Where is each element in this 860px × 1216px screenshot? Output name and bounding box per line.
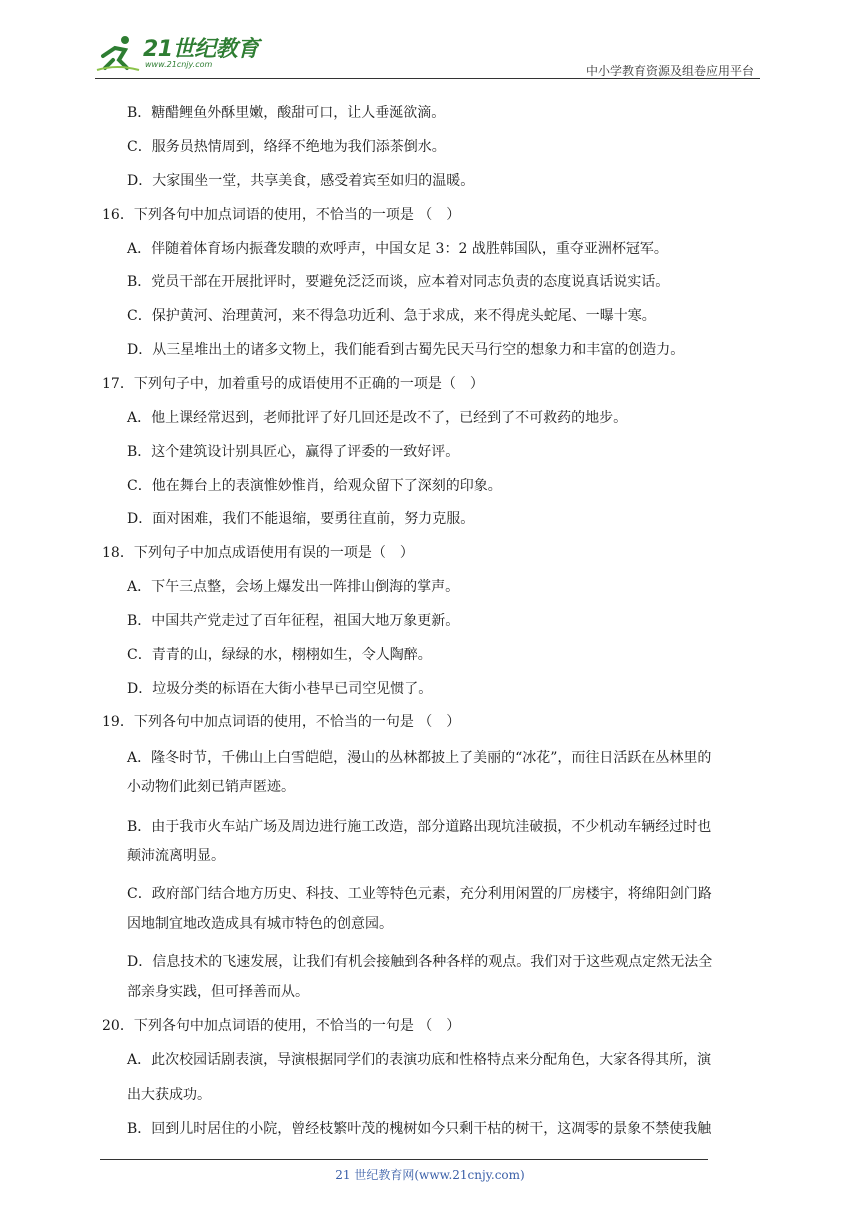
option-line: B．由于我市火车站广场及周边进行施工改造，部分道路出现坑洼破损，不少机动车辆经过时也 [127,819,712,835]
option-line: B．党员干部在开展批评时，要避免泛泛而谈，应本着对同志负责的态度说真话说实话。 [127,274,670,290]
site-logo [95,32,265,74]
option-line: D．垃圾分类的标语在大街小巷早已司空见惯了。 [127,681,433,697]
option-line: A．此次校园话剧表演，导演根据同学们的表演功底和性格特点来分配角色，大家各得其所，演 [127,1052,712,1068]
question-stem: 18．下列句子中加点成语使用有误的一项是（ ） [102,545,414,561]
option-line: A．他上课经常迟到，老师批评了好几回还是改不了，已经到了不可救药的地步。 [127,410,628,426]
option-line-continued: 因地制宜地改造成具有城市特色的创意园。 [127,916,393,932]
logo-url: www.21cnjy.com [145,60,213,69]
question-stem: 19．下列各句中加点词语的使用，不恰当的一句是 （ ） [102,714,461,730]
header-platform-title: 中小学教育资源及组卷应用平台 [585,64,754,78]
option-line-continued: 出大获成功。 [127,1087,211,1103]
option-line: B．中国共产党走过了百年征程，祖国大地万象更新。 [127,613,460,629]
option-line: B．回到儿时居住的小院，曾经枝繁叶茂的槐树如今只剩干枯的树干，这凋零的景象不禁使我触 [127,1121,712,1137]
footer-divider [100,1159,708,1160]
page-header [95,30,760,79]
option-line: C．政府部门结合地方历史、科技、工业等特色元素，充分利用闲置的厂房楼宇，将绵阳剑门路 [127,886,712,902]
option-line: B．这个建筑设计别具匠心，赢得了评委的一致好评。 [127,444,460,460]
option-line: D．从三星堆出土的诸多文物上，我们能看到古蜀先民天马行空的想象力和丰富的创造力。 [127,342,685,358]
option-line-continued: 部亲身实践，但可择善而从。 [127,984,309,1000]
option-line: D．信息技术的飞速发展，让我们有机会接触到各种各样的观点。我们对于这些观点定然无法全 [127,954,713,970]
option-line: B．糖醋鲤鱼外酥里嫩，酸甜可口，让人垂涎欲滴。 [127,105,446,121]
runner-logo-icon [95,34,141,74]
option-line: C．青青的山，绿绿的水，栩栩如生，令人陶醉。 [127,647,432,663]
option-line: A．伴随着体育场内振聋发聩的欢呼声，中国女足 3：2 战胜韩国队，重夺亚洲杯冠军。 [127,241,668,257]
question-stem: 20．下列各句中加点词语的使用，不恰当的一句是 （ ） [102,1018,461,1034]
option-line: D．大家围坐一堂，共享美食，感受着宾至如归的温暖。 [127,173,475,189]
question-stem: 16．下列各句中加点词语的使用，不恰当的一项是 （ ） [102,207,461,223]
option-line-continued: 颠沛流离明显。 [127,848,225,864]
question-stem: 17．下列句子中，加着重号的成语使用不正确的一项是（ ） [102,376,484,392]
page-footer: 21 世纪教育网(www.21cnjy.com) [335,1168,525,1182]
option-line: A．隆冬时节，千佛山上白雪皑皑，漫山的丛林都披上了美丽的“冰花”，而往日活跃在丛林里的 [127,750,712,766]
option-line: D．面对困难，我们不能退缩，要勇往直前，努力克服。 [127,511,475,527]
logo-text: 21世纪教育 [143,37,259,62]
option-line: C．服务员热情周到，络绎不绝地为我们添茶倒水。 [127,139,446,155]
option-line: A．下午三点整，会场上爆发出一阵排山倒海的掌声。 [127,579,460,595]
option-line: C．他在舞台上的表演惟妙惟肖，给观众留下了深刻的印象。 [127,478,502,494]
option-line: C．保护黄河、治理黄河，来不得急功近利、急于求成，来不得虎头蛇尾、一曝十寒。 [127,308,656,324]
option-line-continued: 小动物们此刻已销声匿迹。 [127,779,295,795]
